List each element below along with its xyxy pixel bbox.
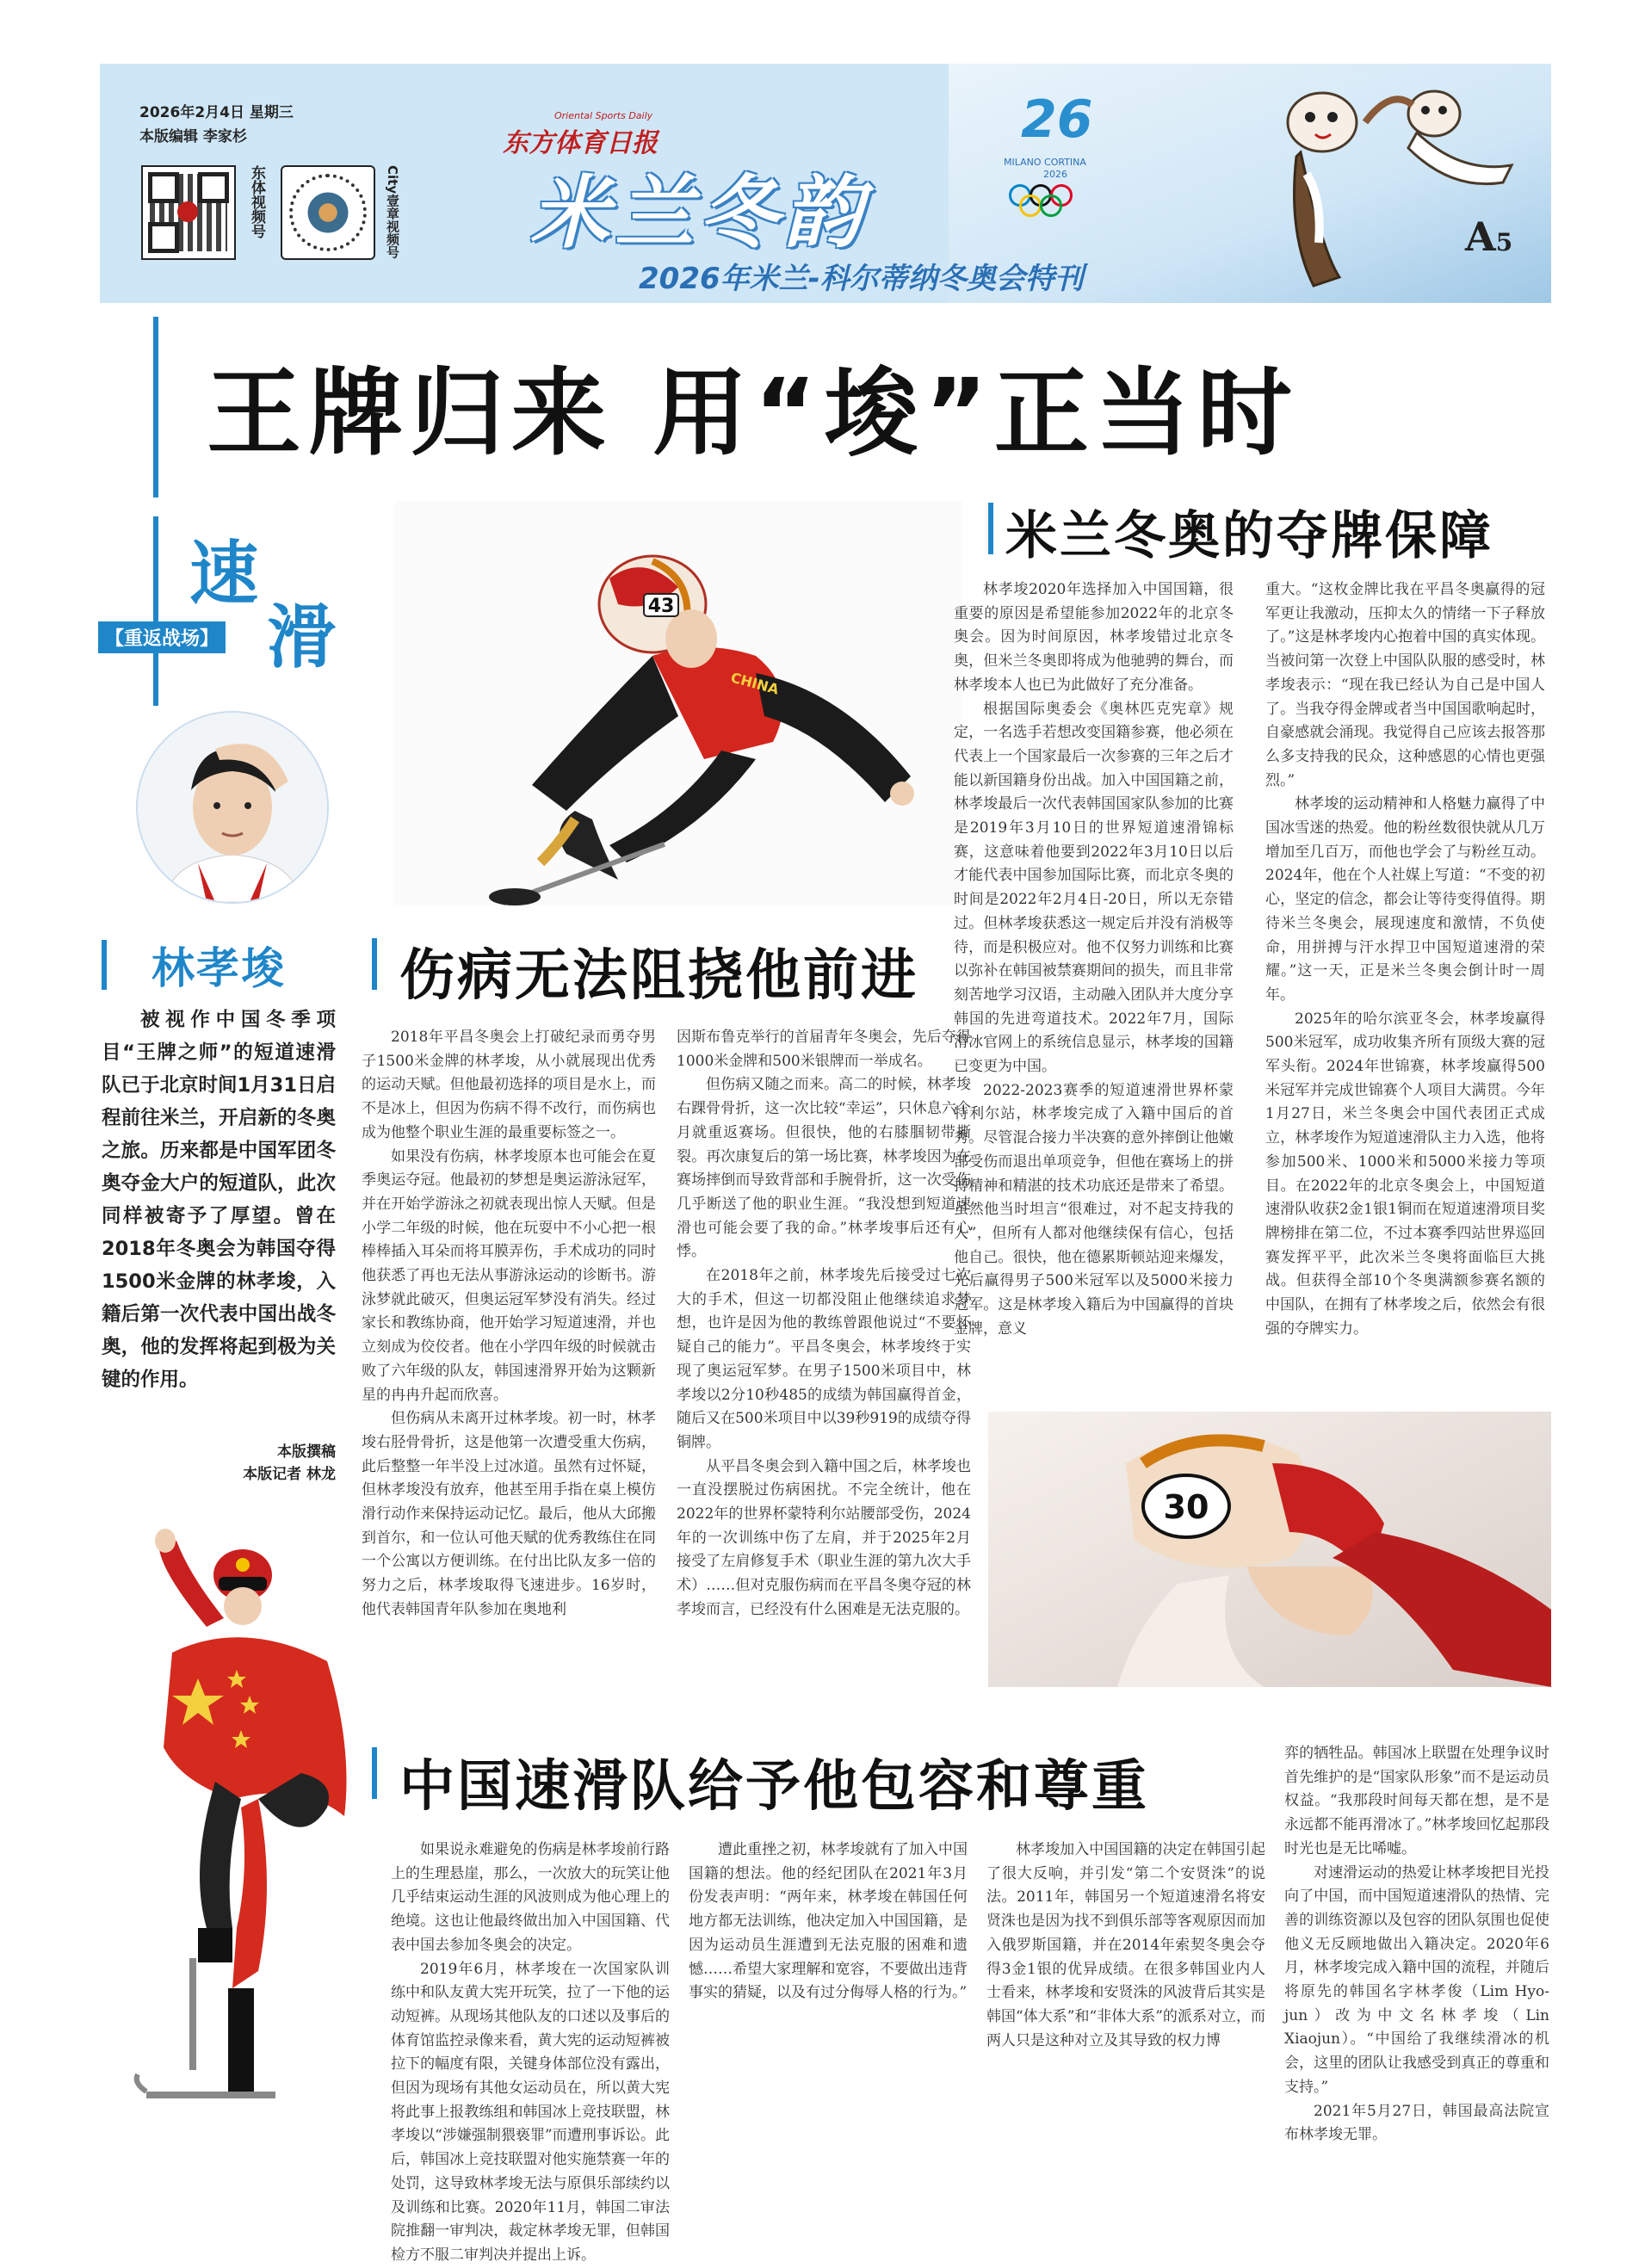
section1-heading: 米兰冬奥的夺牌保障 (1005, 506, 1493, 566)
milano-cortina-logo: 26 MILANO CORTINA 2026 (986, 90, 1124, 219)
qr2-label: City壹章视频号 (385, 165, 400, 259)
section1-accent-bar (988, 503, 993, 554)
qr-code-video-account[interactable] (141, 165, 236, 260)
athlete-intro: 被视作中国冬季项目“王牌之师”的短道速滑队已于北京时间1月31日启程前往米兰，开启新的冬奥之旅。历来都是中国军团冬奥夺金大户的短道队，此次同样被寄予了厚望。曾在2018年冬奥会为韩国夺得1500米金牌的林孝埈，入籍后第一次代表中国出战冬奥，他的发挥将起到极为关键的作用。 (102, 1009, 336, 1391)
section2-paragraph: 在2018年之前，林孝埈先后接受过七次大的手术，但这一切都没阻止他继续追求梦想，也许是因为他的教练曾跟他说过“不要怀疑自己的能力”。平昌冬奥会，林孝埈终于实现了奥运冠军梦。在男子1500米项目中，林孝埈以2分10秒485的成绩为韩国赢得首金，随后又在500米项目中以39秒919的成绩夺得铜牌。 (677, 1267, 971, 1451)
section2-column-2 (677, 1026, 971, 1622)
skater-helmet-photo (988, 1412, 1551, 1687)
main-headline: 王牌归来 用“埈”正当时 (207, 358, 1299, 468)
section3-column-3 (986, 1839, 1265, 2053)
title-accent-bar (153, 317, 158, 497)
section1-paragraph: 林孝埈的运动精神和人格魅力赢得了中国冰雪迷的热爱。他的粉丝数很快就从几万增加至几百万，而他也学会了与粉丝互动。2024年，他在个人社媒上写道：“不变的初心，坚定的信念，都会让等待变得值得。期待米兰冬奥会，展现速度和激情，不负使命，用拼搏与汗水捍卫中国短道速滑的荣耀。”这一天，正是米兰冬奥会倒计时一周年。 (1265, 795, 1545, 1004)
athlete-name: 林孝埈 (151, 943, 286, 993)
section2-paragraph: 但伤病从未离开过林孝埈。初一时，林孝埈右胫骨骨折，这是他第一次遭受重大伤病，此后整整一年半没上过冰道。虽然有过怀疑，但林孝埈没有放弃，他甚至用手指在桌上模仿滑行动作来保持运动记忆。最后，他从大邱搬到首尔，和一位认可他天赋的优秀教练住在同一个公寓以方便训练。在付出比队友多一倍的努力之后，林孝埈取得飞速进步。16岁时，他代表韩国青年队参加在奥地利 (362, 1410, 656, 1618)
section3-paragraph: 2021年5月27日，韩国最高法院宣布林孝埈无罪。 (1284, 2102, 1549, 2144)
section-label-bottom: 滑 (267, 597, 336, 677)
race-number-43: 43 (647, 596, 675, 617)
credit-line-1: 本版撰稿 (277, 1443, 336, 1461)
avatar (136, 711, 329, 904)
qr-code-city-channel[interactable] (281, 165, 375, 260)
section3-paragraph: 如果说永难避免的伤病是林孝埈前行路上的生理悬崖，那么，一次放大的玩笑让他几乎结束运动生涯的风波则成为他心理上的绝境。这也让他最终做出加入中国国籍、代表中国去参加冬奥会的决定。 (391, 1841, 670, 1954)
section3-paragraph: 对速滑运动的热爱让林孝埈把目光投向了中国，而中国短道速滑队的热情、完善的训练资源以及包容的团队氛围也促使他义无反顾地做出入籍决定。2020年6月，林孝埈完成入籍中国的流程，并随后将原先的韩国名字林孝俊（Lim Hyo-jun）改为中文名林孝埈（Lin Xiaojun）。“中国给了我继续滑冰的机会，这里的团队让我感受到真正的尊重和支持。” (1284, 1863, 1549, 2096)
section1-column-1 (954, 578, 1234, 1342)
section1-paragraph: 根据国际奥委会《奥林匹克宪章》规定，一名选手若想改变国籍参赛，他必须在代表上一个国家最后一次参赛的三年之后才能以新国籍身份出战。加入中国国籍之前，林孝埈最后一次代表韩国国家队参加的比赛是2019年3月10日的世界短道速滑锦标赛，这意味着他要到2022年3月10日以后才能代表中国参加国际比赛，而北京冬奥的时间是2022年2月4日-20日，所以无奈错过。但林孝埈获悉这一规定后并没有消极等待，而是积极应对。他不仅努力训练和比赛以弥补在韩国被禁赛期间的损失，而且非常刻苦地学习汉语，主动融入团队并大度分享韩国的先进弯道技术。2022年7月，国际滑冰官网上的系统信息显示，林孝埈的国籍已变更为中国。 (954, 700, 1234, 1076)
section3-column-4 (1284, 1742, 1549, 2147)
name-accent-bar (102, 940, 107, 990)
section2-accent-bar (372, 938, 377, 990)
section2-paragraph: 从平昌冬奥会到入籍中国之后，林孝埈也一直没摆脱过伤病困扰。不完全统计，他在2022年的世界杯蒙特利尔站腰部受伤，2024年的一次训练中伤了左肩，并于2025年2月接受了左肩修复手术（职业生涯的第九次大手术）……但对克服伤病而在平昌冬奥夺冠的林孝埈而言，已经没有什么困难是无法克服的。 (677, 1457, 971, 1618)
olympic-logo-year: 2026 (1043, 169, 1067, 180)
header-banner (100, 64, 1551, 303)
section2-paragraph: 因斯布鲁克举行的首届青年冬奥会，先后夺得1000米金牌和500米银牌而一举成名。 (677, 1029, 971, 1070)
section3-paragraph: 林孝埈加入中国国籍的决定在韩国引起了很大反响，并引发“第二个安贤洙”的说法。2011年，韩国另一个短道速滑名将安贤洙也是因为找不到俱乐部等客观原因而加入俄罗斯国籍，并在2014年索契冬奥会夺得3金1银的优异成绩。在很多韩国业内人士看来，林孝埈和安贤洙的风波背后其实是韩国“体大系”和“非体大系”的派系对立，而两人只是这种对立及其导致的权力博 (986, 1841, 1265, 2049)
section2-column-1 (362, 1026, 656, 1622)
section1-paragraph: 林孝埈2020年选择加入中国国籍，很重要的原因是希望能参加2022年的北京冬奥会。因为时间原因，林孝埈错过北京冬奥，但米兰冬奥即将成为他驰骋的舞台，而林孝埈本人也已为此做好了充分准备。 (954, 581, 1234, 694)
section2-paragraph: 如果没有伤病，林孝埈原本也可能会在夏季奥运夺冠。他最初的梦想是奥运游泳冠军，并在开始学游泳之初就表现出惊人天赋。但是小学二年级的时候，他在玩耍中不小心把一根棒棒插入耳朵而将耳膜弄伤，手术成功的同时他获悉了再也无法从事游泳运动的诊断书。游泳梦就此破灭，但奥运冠军梦没有消失。经过家长和教练协商，他开始学习短道速滑，并也立刻成为佼佼者。他在小学四年级的时候就击败了六年级的队友，韩国速滑界开始为这颗新星的冉冉升起而欣喜。 (362, 1147, 656, 1404)
olympic-logo-text: MILANO CORTINA (1004, 157, 1086, 168)
issue-date: 2026年2月4日 星期三 (139, 104, 294, 121)
credit-line-2: 本版记者 林龙 (243, 1466, 336, 1483)
section1-paragraph: 2022-2023赛季的短道速滑世界杯蒙特利尔站，林孝埈完成了入籍中国后的首秀。尽管混合接力半决赛的意外摔倒让他嫩部受伤而退出单项竞争，但他在赛场上的拼搏精神和精湛的技术功底还是带来了希望。虽然他当时坦言“很难过，对不起支持我的人”，但所有人都对他继续保有信心，包括他自己。很快，他在德累斯顿站迎来爆发，先后赢得男子500米冠军以及5000米接力冠军。这是林孝埈入籍后为中国赢得的首块金牌，意义 (954, 1081, 1234, 1338)
section3-paragraph: 弈的牺牲品。韩国冰上联盟在处理争议时首先维护的是“国家队形象”而不是运动员权益。“我那段时间每天都在想，是不是永远都不能再滑冰了。”林孝埈回忆起那段时光也是无比唏嘘。 (1284, 1745, 1549, 1857)
section3-paragraph: 遭此重挫之初，林孝埈就有了加入中国国籍的想法。他的经纪团队在2021年3月份发表声明：“两年来，林孝埈在韩国任何地方都无法训练，他决定加入中国国籍，是因为运动员生涯遭到无法克服的困难和遗憾……希望大家理解和宽容，不要做出违背事实的猜疑，以及有过分侮辱人格的行为。” (689, 1841, 968, 2002)
banner-subtitle: 2026年米兰-科尔蒂纳冬奥会特刊 (639, 262, 1084, 296)
page-digit: 5 (1495, 228, 1513, 256)
page-editor: 本版编辑 李家杉 (139, 128, 247, 145)
section-label-top: 速 (189, 534, 258, 614)
newspaper-name-en: Oriental Sports Daily (554, 110, 653, 121)
page-letter: A (1465, 213, 1496, 260)
sidebar-accent-bar (153, 516, 158, 706)
section1-paragraph: 2025年的哈尔滨亚冬会，林孝埈赢得500米冠军，成功收集齐所有顶级大赛的冠军头衔。2024年世锦赛，林孝埈赢得500米冠军并完成世锦赛个人项目大满贯。今年1月27日，米兰冬奥会中国代表团正式成立，林孝埈作为短道速滑队主力入选，他将参加500米、1000米和5000米接力等项目。在2022年的北京冬奥会上，中国短道速滑队收获2金1银1铜而在短道速滑项目奖牌榜排在第二位，不过本赛季四站世界巡回赛发挥平平，此次米兰冬奥将面临巨大挑战。但获得全部10个冬奥满额参赛名额的中国队，在拥有了林孝埈之后，依然会有很强的夺牌实力。 (1265, 1010, 1545, 1338)
mascots-illustration (1262, 71, 1520, 303)
jersey-text: CHINA (728, 669, 781, 698)
skater-cornering-photo (394, 501, 962, 905)
section1-column-2 (1265, 578, 1545, 1342)
section2-paragraph: 2018年平昌冬奥会上打破纪录而勇夺男子1500米金牌的林孝埈，从小就展现出优秀的运动天赋。但他最初选择的项目是水上，而不是冰上，但因为伤病不得不改行，而伤病也成为他整个职业生涯的最重要标签之一。 (362, 1029, 656, 1141)
banner-title: 米兰冬韵 (530, 167, 869, 259)
qr1-label: 东体视频号 (248, 165, 265, 238)
section3-paragraph: 2019年6月，林孝埈在一次国家队训练中和队友黄大宪开玩笑，拉了一下他的运动短裤。从现场其他队友的口述以及事后的体育馆监控录像来看，黄大宪的运动短裤被拉下的幅度有限，关键身体部位没有露出，但因为现场有其他女运动员在，所以黄大宪将此事上报教练组和韩国冰上竞技联盟，林孝埈以“涉嫌强制猥亵罪”而遭刑事诉讼。此后，韩国冰上竞技联盟对他实施禁赛一年的处罚，这导致林孝埈无法与原俱乐部续约以及训练和比赛。2020年11月，韩国二审法院推翻一审判决，裁定林孝埈无罪，但韩国检方不服二审判决并提出上诉。 (391, 1960, 670, 2264)
section2-heading: 伤病无法阻挠他前进 (399, 944, 918, 1008)
section-tag: 【重返战场】 (98, 621, 226, 653)
section1-paragraph: 重大。“这枚金牌比我在平昌冬奥赢得的冠军更让我激动，压抑太久的情绪一下子释放了。”这是林孝埈内心抱着中国的真实体现。当被问第一次登上中国队队服的感受时，林孝埈表示：“现在我已经认为自己是中国人了。当我夺得金牌或者当中国国歌响起时，自豪感就会涌现。我觉得自己应该去报答那么多支持我的民众，这种感恩的心情也更强烈。” (1265, 581, 1545, 789)
section3-accent-bar (372, 1747, 377, 1799)
section2-paragraph: 但伤病又随之而来。高二的时候，林孝埈右踝骨骨折，这一次比较“幸运”，只休息六个月就重返赛场。但很快，他的右膝腘韧带撕裂。再次康复后的第一场比赛，林孝埈因为在赛场摔倒而导致背部和手腕骨折，这一次受伤几乎断送了他的职业生涯。“我没想到短道速滑也可能会要了我的命。”林孝埈事后还有心悸。 (677, 1076, 971, 1261)
section3-column-2 (689, 1839, 968, 2005)
section3-heading: 中国速滑队给予他包容和尊重 (399, 1755, 1149, 1819)
newspaper-name: 东方体育日报 (503, 128, 658, 158)
page-number (1465, 213, 1512, 260)
race-number-30: 30 (1163, 1488, 1209, 1526)
skater-with-flag-photo (129, 1523, 370, 2117)
